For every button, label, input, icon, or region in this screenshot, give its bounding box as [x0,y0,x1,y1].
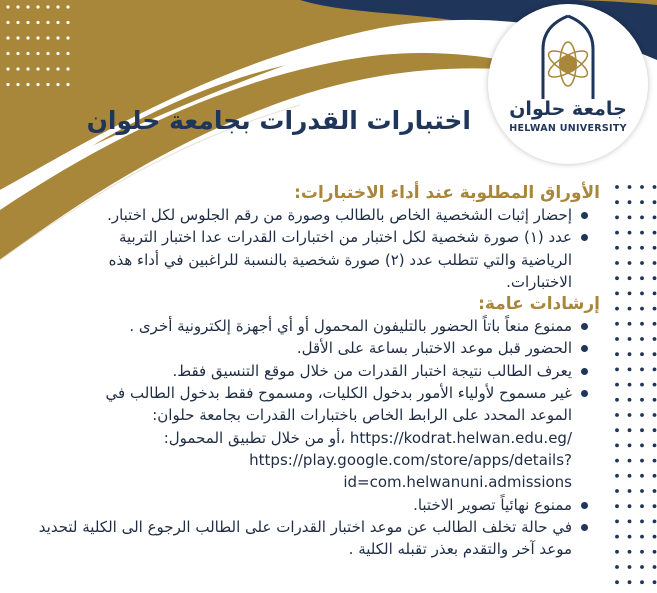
decorative-dot [653,322,657,326]
decorative-dot [615,216,619,220]
decorative-dot [56,52,59,55]
decorative-dot [26,5,29,8]
decorative-dot [615,276,619,280]
decorative-dot [628,322,632,326]
decorative-dot [640,398,644,402]
decorative-dot [628,580,632,584]
item-text: ممنوع منعاً باتاً الحضور بالتليفون المحمول أو أي أجهزة إلكترونية أخرى . [129,317,572,336]
decorative-dot [640,337,644,341]
decorative-dot [653,246,657,250]
decorative-dot [628,185,632,189]
decorative-dot [628,474,632,478]
logo-arabic-text: جامعة حلوان [509,98,627,120]
decorative-dot [16,67,19,70]
decorative-dot [628,292,632,296]
decorative-dot [615,504,619,508]
decorative-dot [653,276,657,280]
decorative-dot [66,5,69,8]
item-text: يعرف الطالب نتيجة اختبار القدرات من خلال موقع التنسيق فقط. [172,361,572,380]
decorative-dot [653,565,657,569]
decorative-dot [628,352,632,356]
page-title: اختبارات القدرات بجامعة حلوان [86,106,471,135]
decorative-dot [615,337,619,341]
decorative-dot [36,21,39,24]
decorative-dot [615,535,619,539]
item-text: إحضار إثبات الشخصية الخاص بالطالب وصورة من رقم الجلوس لكل اختبار. [107,206,572,224]
decorative-dot [640,580,644,584]
decorative-dot [628,428,632,432]
decorative-dot [653,368,657,372]
decorative-dot [6,21,9,24]
decorative-dot [653,200,657,204]
decorative-dot [6,52,9,55]
decorative-dot [640,504,644,508]
decorative-dot [628,565,632,569]
decorative-dot [6,5,9,8]
decorative-dot [653,535,657,539]
decorative-dot [615,428,619,432]
decorative-dot [66,67,69,70]
decorative-dot [615,398,619,402]
decorative-dot [26,36,29,39]
list-item [0,226,600,293]
decorative-dot [26,83,29,86]
decorative-dot [653,504,657,508]
decorative-dot [640,200,644,204]
decorative-dot [640,352,644,356]
decorative-dot [46,5,49,8]
decorative-dot [615,307,619,311]
decorative-dot [640,307,644,311]
decorative-dot [16,52,19,55]
decorative-dot [56,5,59,8]
decorative-dot [640,216,644,220]
decorative-dot [46,52,49,55]
list-item [0,516,600,561]
decorative-dot [628,246,632,250]
decorative-dot [628,520,632,524]
decorative-dot [653,261,657,265]
item-text: الاختبارات. [506,272,572,291]
helwan-university-logo [488,4,648,164]
kodrat-link[interactable]: https://kodrat.helwan.edu.eg/ [349,428,572,447]
decorative-dot [26,67,29,70]
decorative-dot [628,337,632,341]
decorative-dot [628,216,632,220]
decorative-dot [615,246,619,250]
decorative-dot [615,292,619,296]
decorative-dot [615,383,619,387]
decorative-dot [46,83,49,86]
decorative-dot [26,52,29,55]
list-item [0,360,600,382]
decorative-dot [66,52,69,55]
decorative-dot [56,21,59,24]
item-text: غير مسموح لأولياء الأمور بدخول الكليات، ومسموح فقط بدخول الطالب في [105,384,572,403]
decorative-dot [653,292,657,296]
list-item [0,494,600,516]
dot-grid-right [615,185,656,584]
decorative-dot [653,352,657,356]
decorative-dot [56,67,59,70]
decorative-dot [16,83,19,86]
list-item [0,204,600,226]
decorative-dot [640,550,644,554]
decorative-dot [640,535,644,539]
decorative-dot [628,261,632,265]
decorative-dot [653,398,657,402]
section-heading-required-papers: الأوراق المطلوبة عند أداء الاختبارات: [294,183,600,203]
decorative-dot [615,459,619,463]
decorative-dot [628,535,632,539]
app-url-line[interactable]: id=com.helwanuni.admissions [343,473,572,492]
decorative-dot [640,185,644,189]
app-link[interactable] [0,449,600,494]
decorative-dot [640,474,644,478]
decorative-dot [16,21,19,24]
decorative-dot [615,261,619,265]
decorative-dot [628,368,632,372]
decorative-dot [615,200,619,204]
decorative-dot [653,474,657,478]
decorative-dot [615,565,619,569]
decorative-dot [615,550,619,554]
decorative-dot [653,413,657,417]
decorative-dot [640,276,644,280]
decorative-dot [628,489,632,493]
decorative-dot [36,36,39,39]
link-line-text: ،أو من خلال تطبيق المحمول: [163,428,346,447]
decorative-dot [36,83,39,86]
app-url-line[interactable]: https://play.google.com/store/apps/details? [249,450,572,469]
decorative-dot [615,520,619,524]
decorative-dot [640,231,644,235]
decorative-dot [640,246,644,250]
decorative-dot [615,352,619,356]
decorative-dot [66,36,69,39]
decorative-dot [628,383,632,387]
decorative-dot [653,459,657,463]
decorative-dot [653,307,657,311]
decorative-dot [653,580,657,584]
item-text: عدد (١) صورة شخصية لكل اختبار من اختبارات القدرات عدا اختبار التربية [118,228,572,247]
decorative-dot [640,261,644,265]
list-item [0,337,600,359]
item-text: في حالة تخلف الطالب عن موعد اختبار القدرات على الطالب الرجوع الى الكلية لتحديد [38,517,572,536]
decorative-dot [628,398,632,402]
decorative-dot [640,292,644,296]
list-item [0,315,600,337]
university-emblem-icon [488,4,648,164]
section-heading-general-instructions: إرشادات عامة: [478,294,600,315]
decorative-dot [56,83,59,86]
decorative-dot [628,231,632,235]
decorative-dot [653,444,657,448]
content [0,182,600,560]
decorative-dot [628,459,632,463]
decorative-dot [66,83,69,86]
decorative-dot [46,21,49,24]
decorative-dot [36,52,39,55]
decorative-dot [46,67,49,70]
decorative-dot [640,322,644,326]
decorative-dot [628,413,632,417]
item-text: الرياضية والتي تتطلب عدد (٢) صورة شخصية بالنسبة للراغبين في أداء هذه [108,250,572,269]
decorative-dot [6,36,9,39]
decorative-dot [640,565,644,569]
decorative-dot [653,383,657,387]
decorative-dot [640,459,644,463]
item-text: الحضور قبل موعد الاختبار بساعة على الأقل. [296,339,572,358]
decorative-dot [615,185,619,189]
decorative-dot [615,413,619,417]
item-text: الموعد المحدد على الرابط الخاص باختبارات القدرات بجامعة حلوان: [152,406,572,425]
decorative-dot [56,36,59,39]
decorative-dot [615,474,619,478]
decorative-dot [653,216,657,220]
decorative-dot [46,36,49,39]
decorative-dot [16,5,19,8]
decorative-dot [653,550,657,554]
decorative-dot [615,322,619,326]
decorative-dot [653,428,657,432]
decorative-dot [640,520,644,524]
decorative-dot [26,21,29,24]
decorative-dot [640,383,644,387]
decorative-dot [628,200,632,204]
decorative-dot [6,67,9,70]
decorative-dot [615,444,619,448]
decorative-dot [615,231,619,235]
decorative-dot [628,307,632,311]
decorative-dot [615,368,619,372]
decorative-dot [653,231,657,235]
decorative-dot [640,489,644,493]
decorative-dot [36,67,39,70]
decorative-dot [640,368,644,372]
link-line [0,427,600,449]
decorative-dot [615,489,619,493]
decorative-dot [640,428,644,432]
decorative-dot [653,185,657,189]
decorative-dot [653,520,657,524]
decorative-dot [640,444,644,448]
item-text: موعد آخر والتقدم بعذر تقبله الكلية . [348,540,572,559]
decorative-dot [653,337,657,341]
decorative-dot [628,444,632,448]
logo-english-text: HELWAN UNIVERSITY [509,123,627,134]
decorative-dot [628,504,632,508]
decorative-dot [36,5,39,8]
decorative-dot [16,36,19,39]
item-text: ممنوع نهائياً تصوير الاختبا. [413,495,572,514]
decorative-dot [653,489,657,493]
decorative-dot [628,550,632,554]
decorative-dot [6,83,9,86]
decorative-dot [615,580,619,584]
decorative-dot [66,21,69,24]
decorative-dot [640,413,644,417]
decorative-dot [628,276,632,280]
list-item [0,382,600,427]
